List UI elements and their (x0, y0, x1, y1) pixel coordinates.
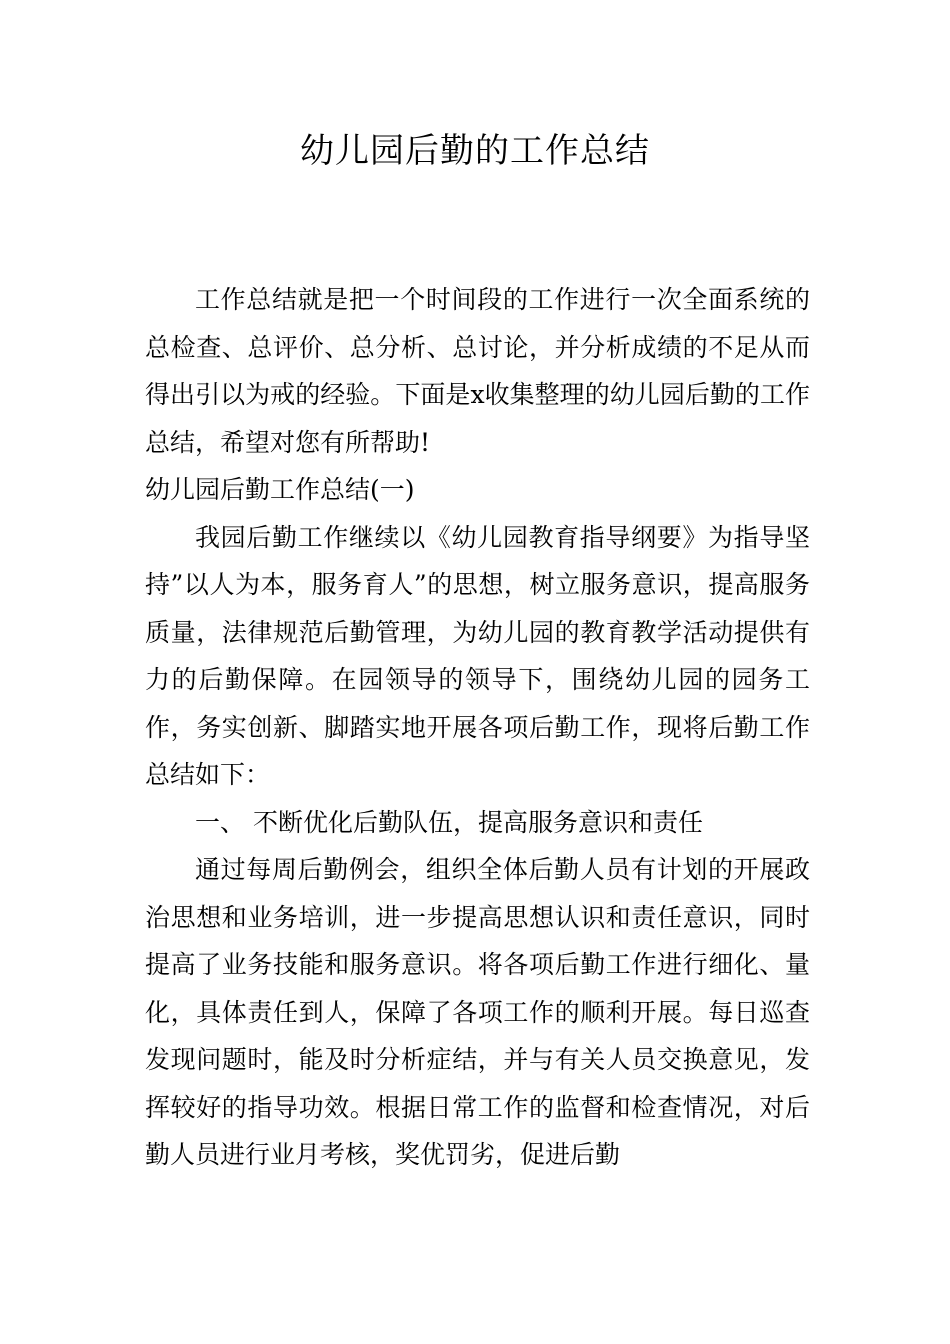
document-title: 幼儿园后勤的工作总结 (300, 131, 650, 171)
intro-paragraph: 工作总结就是把一个时间段的工作进行一次全面系统的总检查、总评价、总分析、总讨论，并分析成绩的不足从而得出引以为戒的经验。下面是x收集整理的幼儿园后勤的工作总结，希望对您有所帮助! (145, 285, 810, 457)
body-paragraph: 我园后勤工作继续以《幼儿园教育指导纲要》为指导坚持”以人为本，服务育人”的思想，树立服务意识，提高服务质量，法律规范后勤管理，为幼儿园的教育教学活动提供有力的后勤保障。在园领导的领导下，围绕幼儿园的园务工作，务实创新、脚踏实地开展各项后勤工作，现将后勤工作总结如下： (145, 522, 810, 789)
section-heading: 幼儿园后勤工作总结(一) (145, 475, 415, 504)
document-body (145, 276, 810, 1179)
subsection-heading: 一、 不断优化后勤队伍，提高服务意识和责任 (195, 807, 703, 837)
body-paragraph: 通过每周后勤例会，组织全体后勤人员有计划的开展政治思想和业务培训，进一步提高思想认识和责任意识，同时提高了业务技能和服务意识。将各项后勤工作进行细化、量化，具体责任到人，保障了各项工作的顺利开展。每日巡查发现问题时，能及时分析症结，并与有关人员交换意见，发挥较好的指导功效。根据日常工作的监督和检查情况，对后勤人员进行业月考核，奖优罚劣，促进后勤 (145, 855, 810, 1169)
